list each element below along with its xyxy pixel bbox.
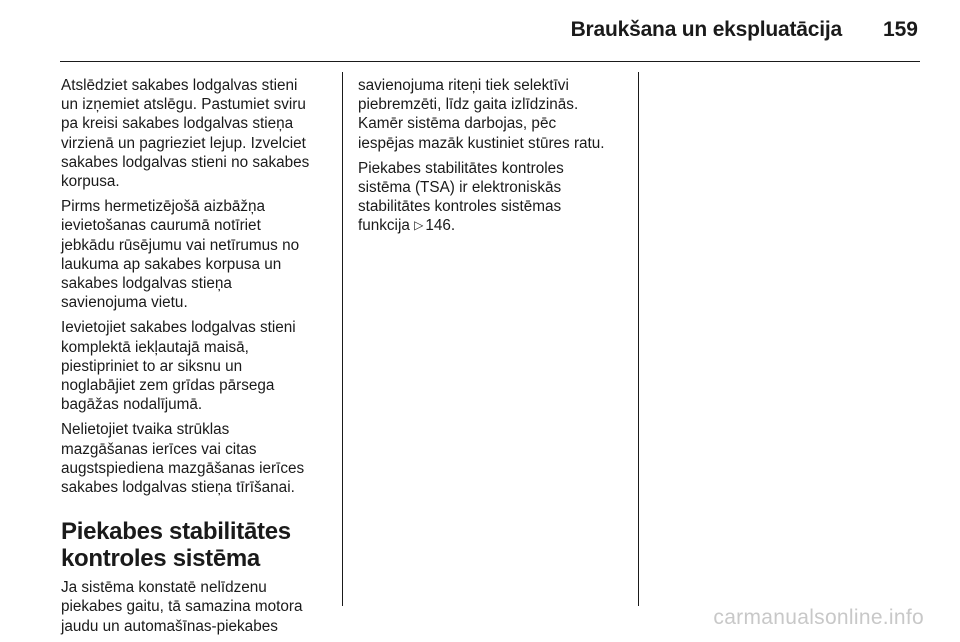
- column-divider-left: [342, 72, 343, 606]
- paragraph: savienojuma riteņi tiek selektīvi piebremzēti, līdz gaita izlīdzinās. Kamēr sistēma darbojas, pēc iespējas mazāk kustiniet stūres ratu.: [358, 77, 605, 152]
- watermark: carmanualsonline.info: [713, 606, 924, 629]
- section-heading: Piekabes stabilitātes kontroles sistēma: [61, 518, 291, 573]
- paragraph: Nelietojiet tvaika strūklas mazgāšanas ierīces vai citas augstspiediena mazgāšanas ierīces sakabes lodgalvas stieņa tīrīšanai.: [61, 421, 305, 497]
- paragraph: Ja sistēma konstatē nelīdzenu piekabes gaitu, tā samazina motora jaudu un automašīnas-piekabes: [61, 579, 303, 635]
- left-column: [61, 76, 336, 642]
- paragraph: Pirms hermetizējošā aizbāžņa ievietošanas caurumā notīriet jebkādu rūsējumu vai netīrumus no laukuma ap sakabes korpusa un sakabes lodgalvas stieņa savienojuma vietu.: [61, 198, 300, 312]
- reference-page-link[interactable]: 146.: [425, 217, 456, 235]
- reference-paragraph: [358, 159, 633, 236]
- page-header: [0, 0, 960, 64]
- header-divider: [60, 61, 920, 62]
- reference-text: Piekabes stabilitātes kontroles sistēma (TSA) ir elektroniskās stabilitātes kontroles sistēmas funkcija: [358, 159, 564, 235]
- middle-column: [358, 76, 633, 242]
- running-title: Braukšana un ekspluatācija: [570, 18, 842, 41]
- paragraph: Ievietojiet sakabes lodgalvas stieni komplektā iekļautajā maisā, piestipriniet to ar siksnu un noglabājiet zem grīdas pārsega bagāžas nodalījumā.: [61, 319, 296, 414]
- page-number: 159: [882, 18, 918, 41]
- column-divider-right: [638, 72, 639, 606]
- reference-arrow-icon: ▷: [414, 218, 424, 233]
- paragraph: Atslēdziet sakabes lodgalvas stieni un izņemiet atslēgu. Pastumiet sviru pa kreisi sakabes lodgalvas stieņa virzienā un pagrieziet lejup. Izvelciet sakabes lodgalvas stieni no sakabes korpusa.: [61, 77, 310, 191]
